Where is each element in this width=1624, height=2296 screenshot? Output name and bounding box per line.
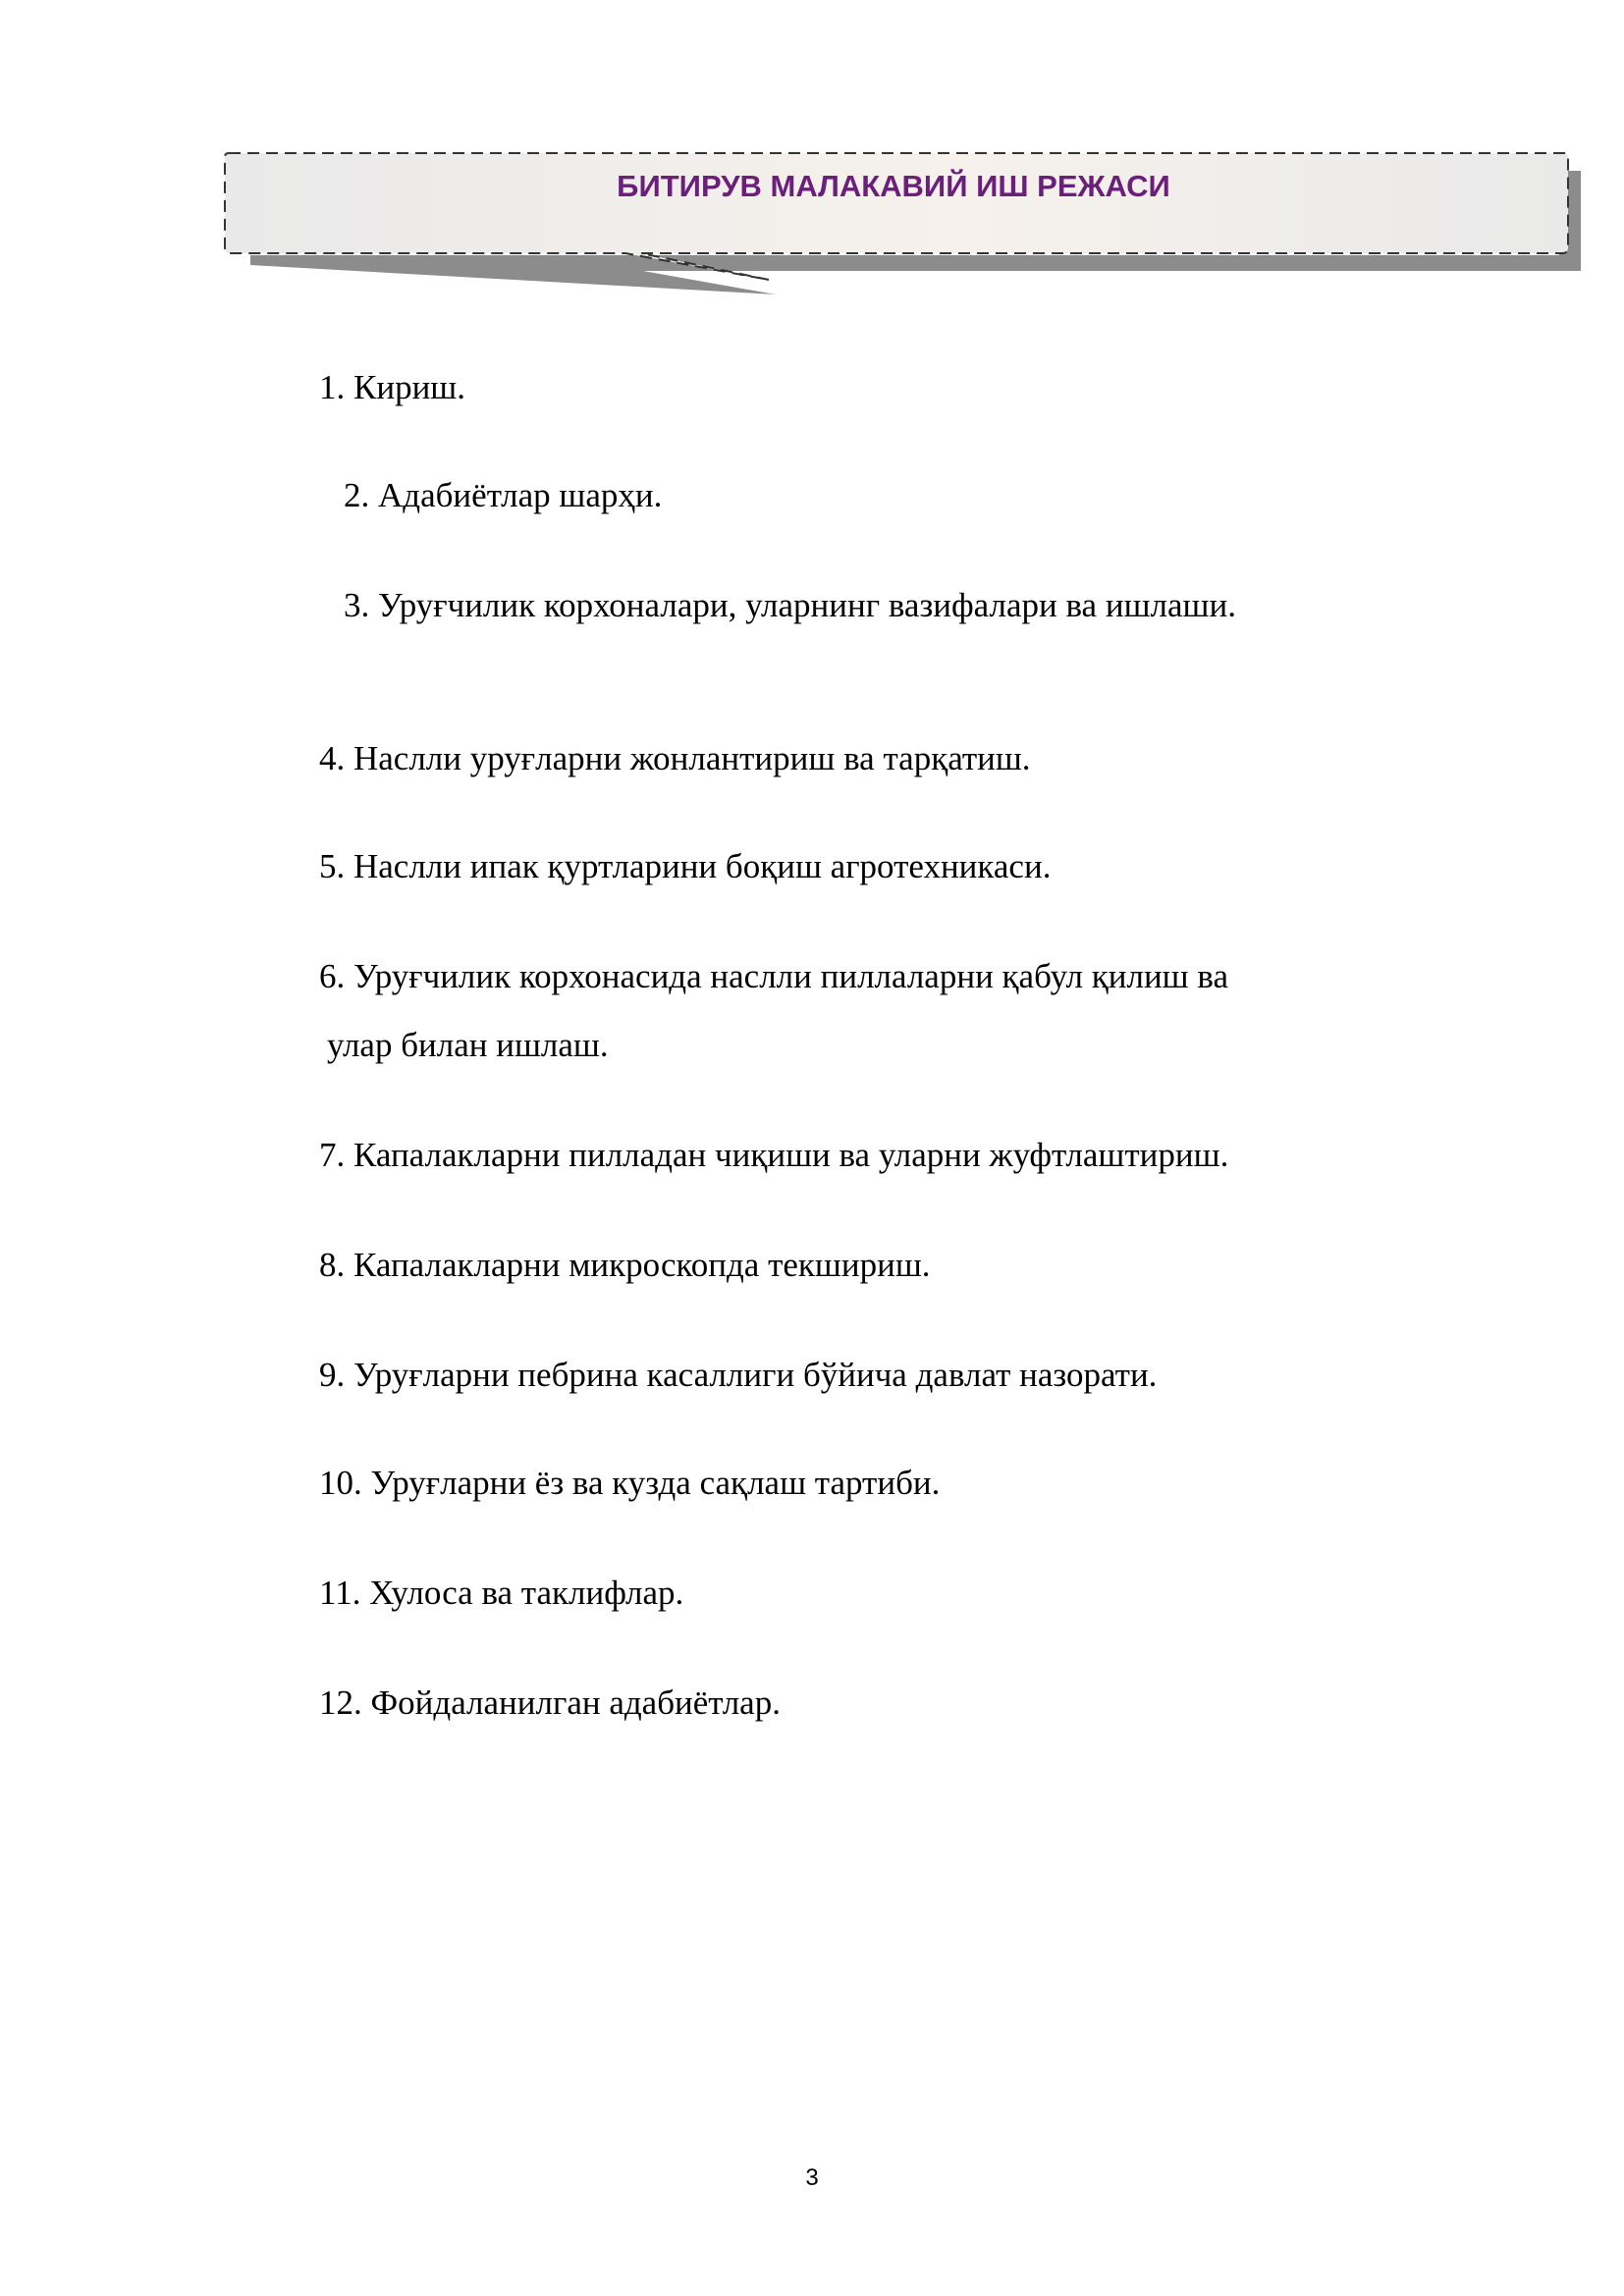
- list-item: 10. Уруғларни ёз ва кузда сақлаш тартиби.: [319, 1464, 941, 1502]
- list-item: 12. Фойдаланилган адабиётлар.: [319, 1683, 781, 1722]
- list-item: 1. Кириш.: [319, 368, 466, 406]
- list-item: 3. Уруғчилик корхоналари, уларнинг вазифалари ва ишлаши.: [344, 586, 1236, 624]
- list-item: 7. Капалакларни пилладан чиқиши ва уларни жуфтлаштириш.: [319, 1136, 1229, 1174]
- page-title: БИТИРУВ МАЛАКАВИЙ ИШ РЕЖАСИ: [617, 169, 1170, 203]
- list-item: 5. Наслли ипак қуртларини боқиш агротехникаси.: [319, 847, 1052, 885]
- page-number: 3: [805, 2164, 819, 2191]
- list-item-continuation: улар билан ишлаш.: [327, 1026, 609, 1064]
- list-item: 4. Наслли уруғларни жонлантириш ва тарқатиш.: [319, 739, 1031, 777]
- list-item: 9. Уруғларни пебрина касаллиги бўйича давлат назорати.: [319, 1356, 1158, 1394]
- list-item: 8. Капалакларни микроскопда текшириш.: [319, 1246, 931, 1284]
- list-item: 6. Уруғчилик корхонасида наслли пиллаларни қабул қилиш ва: [319, 957, 1228, 995]
- list-item: 2. Адабиётлар шарҳи.: [344, 476, 663, 514]
- list-item: 11. Хулоса ва таклифлар.: [319, 1574, 684, 1612]
